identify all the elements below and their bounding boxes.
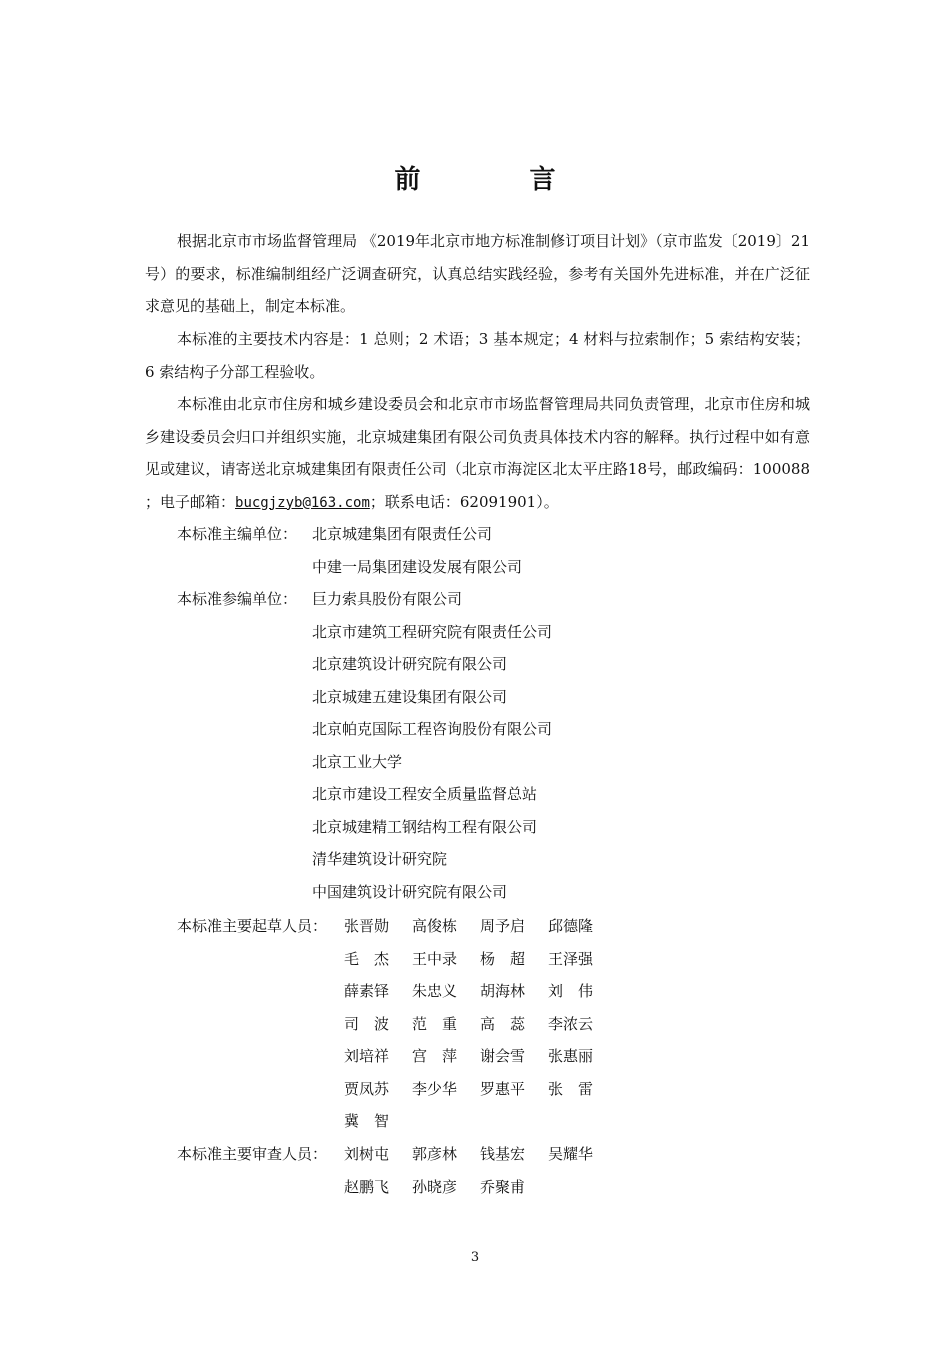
reviewers-list — [344, 1138, 616, 1203]
paragraph-basis: 根据北京市市场监督管理局 《2019年北京市地方标准制修订项目计划》（京市监发〔2019〕21号）的要求，标准编制组经广泛调查研究，认真总结实践经验，参考有关国外先进标准，并在广泛征求意见的基础上，制定本标准。 — [145, 232, 810, 315]
page-number: 3 — [470, 1250, 480, 1265]
name-row — [344, 1138, 616, 1171]
unit-item: 北京工业大学 — [312, 752, 403, 771]
person-name: 李浓云 — [548, 1014, 594, 1033]
contact-text: ；联系电话：62091901）。 — [369, 492, 559, 511]
paragraph-management — [145, 388, 810, 519]
participating-units-label: 本标准参编单位： — [177, 590, 298, 608]
person-name: 罗惠平 — [480, 1079, 526, 1098]
person-name: 司 波 — [344, 1014, 390, 1033]
drafters-list — [344, 910, 616, 1138]
unit-item: 北京市建设工程安全质量监督总站 — [312, 785, 538, 803]
drafters-label: 本标准主要起草人员： — [177, 917, 328, 935]
person-name: 王中录 — [412, 949, 458, 968]
person-name: 朱忠义 — [412, 982, 458, 1000]
unit-item: 中国建筑设计研究院有限公司 — [312, 882, 508, 901]
person-name: 周予启 — [480, 917, 526, 935]
person-name: 赵鹏飞 — [344, 1177, 390, 1196]
person-name: 张晋勋 — [344, 917, 390, 935]
page-title: 前 言 — [394, 165, 606, 195]
name-row — [344, 1171, 616, 1204]
unit-item: 北京城建精工钢结构工程有限公司 — [312, 817, 538, 836]
name-row — [344, 1008, 616, 1041]
person-name: 薛素铎 — [344, 982, 390, 1000]
person-name: 乔聚甫 — [480, 1177, 526, 1196]
person-name: 张惠丽 — [548, 1047, 594, 1065]
participating-units-list — [312, 583, 552, 908]
person-name: 胡海林 — [480, 982, 526, 1000]
person-name: 孙晓彦 — [412, 1177, 458, 1196]
name-row — [344, 1040, 616, 1073]
person-name: 贾凤苏 — [344, 1079, 390, 1098]
email-link[interactable]: bucgjzyb@163.com — [235, 494, 370, 511]
management-text: 本标准由北京市住房和城乡建设委员会和北京市市场监督管理局共同负责管理，北京市住房和城乡建设委员会归口并组织实施，北京城建集团有限公司负责具体技术内容的解释。执行过程中如有意见或建议，请寄送北京城建集团有限责任公司（北京市海淀区北太平庄路18号，邮政编码：100088 ；电子邮箱： — [145, 395, 810, 511]
person-name: 刘 伟 — [548, 982, 594, 1000]
person-name: 高 蕊 — [480, 1014, 526, 1033]
unit-item: 清华建筑设计研究院 — [312, 850, 448, 868]
person-name: 钱基宏 — [480, 1145, 526, 1163]
person-name: 吴耀华 — [548, 1145, 594, 1163]
unit-item: 北京建筑设计研究院有限公司 — [312, 655, 508, 673]
person-name: 高俊栋 — [412, 917, 458, 935]
person-name: 刘树屯 — [344, 1145, 390, 1163]
unit-item: 北京市建筑工程研究院有限责任公司 — [312, 622, 553, 641]
unit-item: 中建一局集团建设发展有限公司 — [312, 557, 523, 576]
person-name: 范 重 — [412, 1014, 458, 1033]
reviewers-label: 本标准主要审查人员： — [177, 1145, 328, 1163]
name-row — [344, 1105, 616, 1138]
paragraph-contents: 本标准的主要技术内容是：1 总则；2 术语；3 基本规定；4 材料与拉索制作；5 索结构安装；6 索结构子分部工程验收。 — [145, 330, 810, 381]
person-name: 冀 智 — [344, 1112, 390, 1130]
person-name: 宫 萍 — [412, 1047, 458, 1065]
person-name: 刘培祥 — [344, 1047, 390, 1065]
unit-item: 巨力索具股份有限公司 — [312, 590, 463, 608]
chief-units-list — [312, 518, 522, 583]
person-name: 郭彦林 — [412, 1145, 458, 1163]
name-row — [344, 910, 616, 943]
person-name: 张 雷 — [548, 1079, 594, 1098]
person-name: 李少华 — [412, 1079, 458, 1098]
chief-units-label: 本标准主编单位： — [177, 525, 298, 543]
person-name: 谢会雪 — [480, 1047, 526, 1065]
person-name: 王泽强 — [548, 949, 594, 968]
name-row — [344, 943, 616, 976]
unit-item: 北京帕克国际工程咨询股份有限公司 — [312, 720, 553, 738]
name-row — [344, 975, 616, 1008]
person-name: 邱德隆 — [548, 917, 594, 935]
unit-item: 北京城建集团有限责任公司 — [312, 525, 493, 543]
person-name: 毛 杰 — [344, 949, 390, 968]
person-name: 杨 超 — [480, 949, 526, 968]
name-row — [344, 1073, 616, 1106]
unit-item: 北京城建五建设集团有限公司 — [312, 687, 508, 706]
